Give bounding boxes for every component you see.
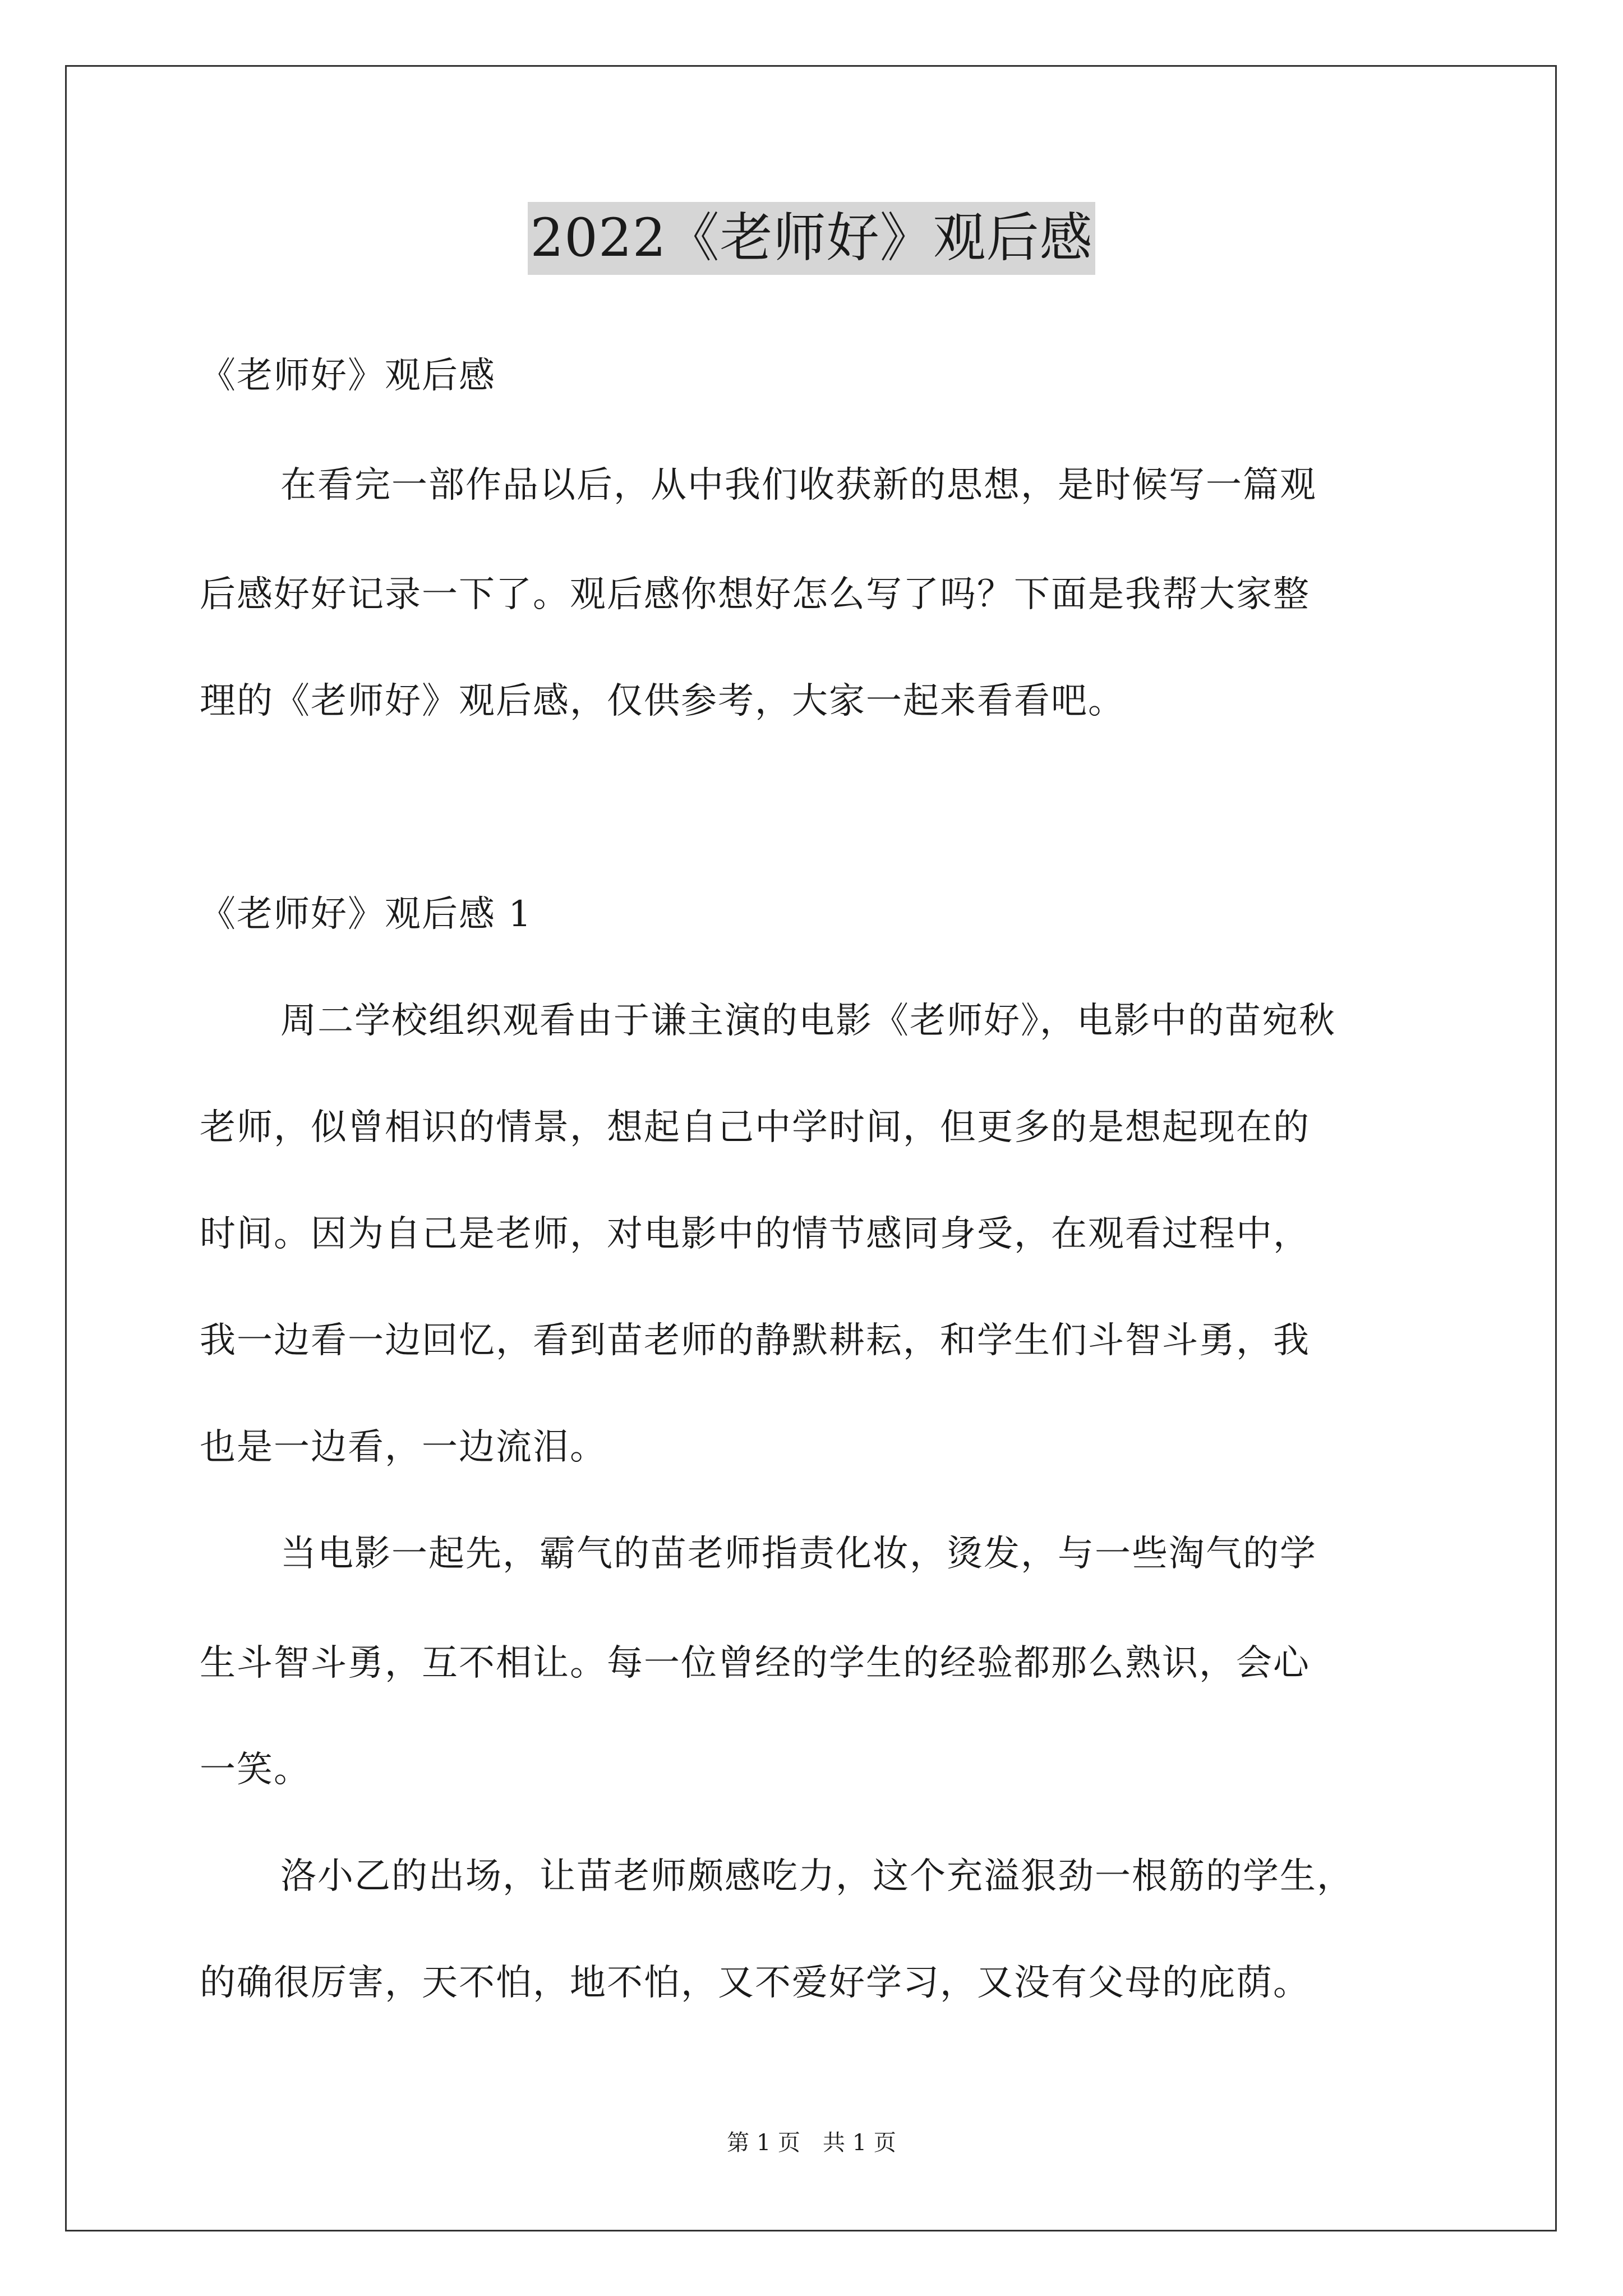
para3-line-1: 洛小乙的出场，让苗老师颇感吃力，这个充溢狠劲一根筋的学生， xyxy=(280,1856,1354,1897)
page-number-total: 共 1 页 xyxy=(823,2130,896,2156)
para3-line-2: 的确很厉害，天不怕，地不怕，又不爱好学习，又没有父母的庇荫。 xyxy=(200,1962,1310,2004)
para1-line-3: 时间。因为自己是老师，对电影中的情节感同身受，在观看过程中， xyxy=(200,1213,1310,1255)
intro-line-1: 在看完一部作品以后，从中我们收获新的思想，是时候写一篇观 xyxy=(280,464,1317,506)
section-heading-1: 《老师好》观后感 1 xyxy=(200,894,533,935)
subtitle-line: 《老师好》观后感 xyxy=(200,355,496,397)
page-number-current: 第 1 页 xyxy=(727,2130,800,2156)
document-title: 2022《老师好》观后感 xyxy=(528,202,1095,275)
para2-line-2: 生斗智斗勇，互不相让。每一位曾经的学生的经验都那么熟识，会心 xyxy=(200,1642,1310,1684)
intro-line-3: 理的《老师好》观后感，仅供参考，大家一起来看看吧。 xyxy=(200,680,1125,722)
page-footer xyxy=(0,2126,1623,2160)
para1-line-4: 我一边看一边回忆，看到苗老师的静默耕耘，和学生们斗智斗勇，我 xyxy=(200,1320,1310,1361)
document-title-wrapper xyxy=(0,202,1623,275)
para1-line-5: 也是一边看，一边流泪。 xyxy=(200,1427,607,1468)
para2-line-1: 当电影一起先，霸气的苗老师指责化妆，烫发，与一些淘气的学 xyxy=(280,1533,1317,1575)
para1-line-1: 周二学校组织观看由于谦主演的电影《老师好》，电影中的苗宛秋 xyxy=(280,1000,1336,1042)
intro-line-2: 后感好好记录一下了。观后感你想好怎么写了吗？下面是我帮大家整 xyxy=(200,574,1310,615)
para2-line-3: 一笑。 xyxy=(200,1749,311,1791)
para1-line-2: 老师，似曾相识的情景，想起自己中学时间，但更多的是想起现在的 xyxy=(200,1107,1310,1148)
